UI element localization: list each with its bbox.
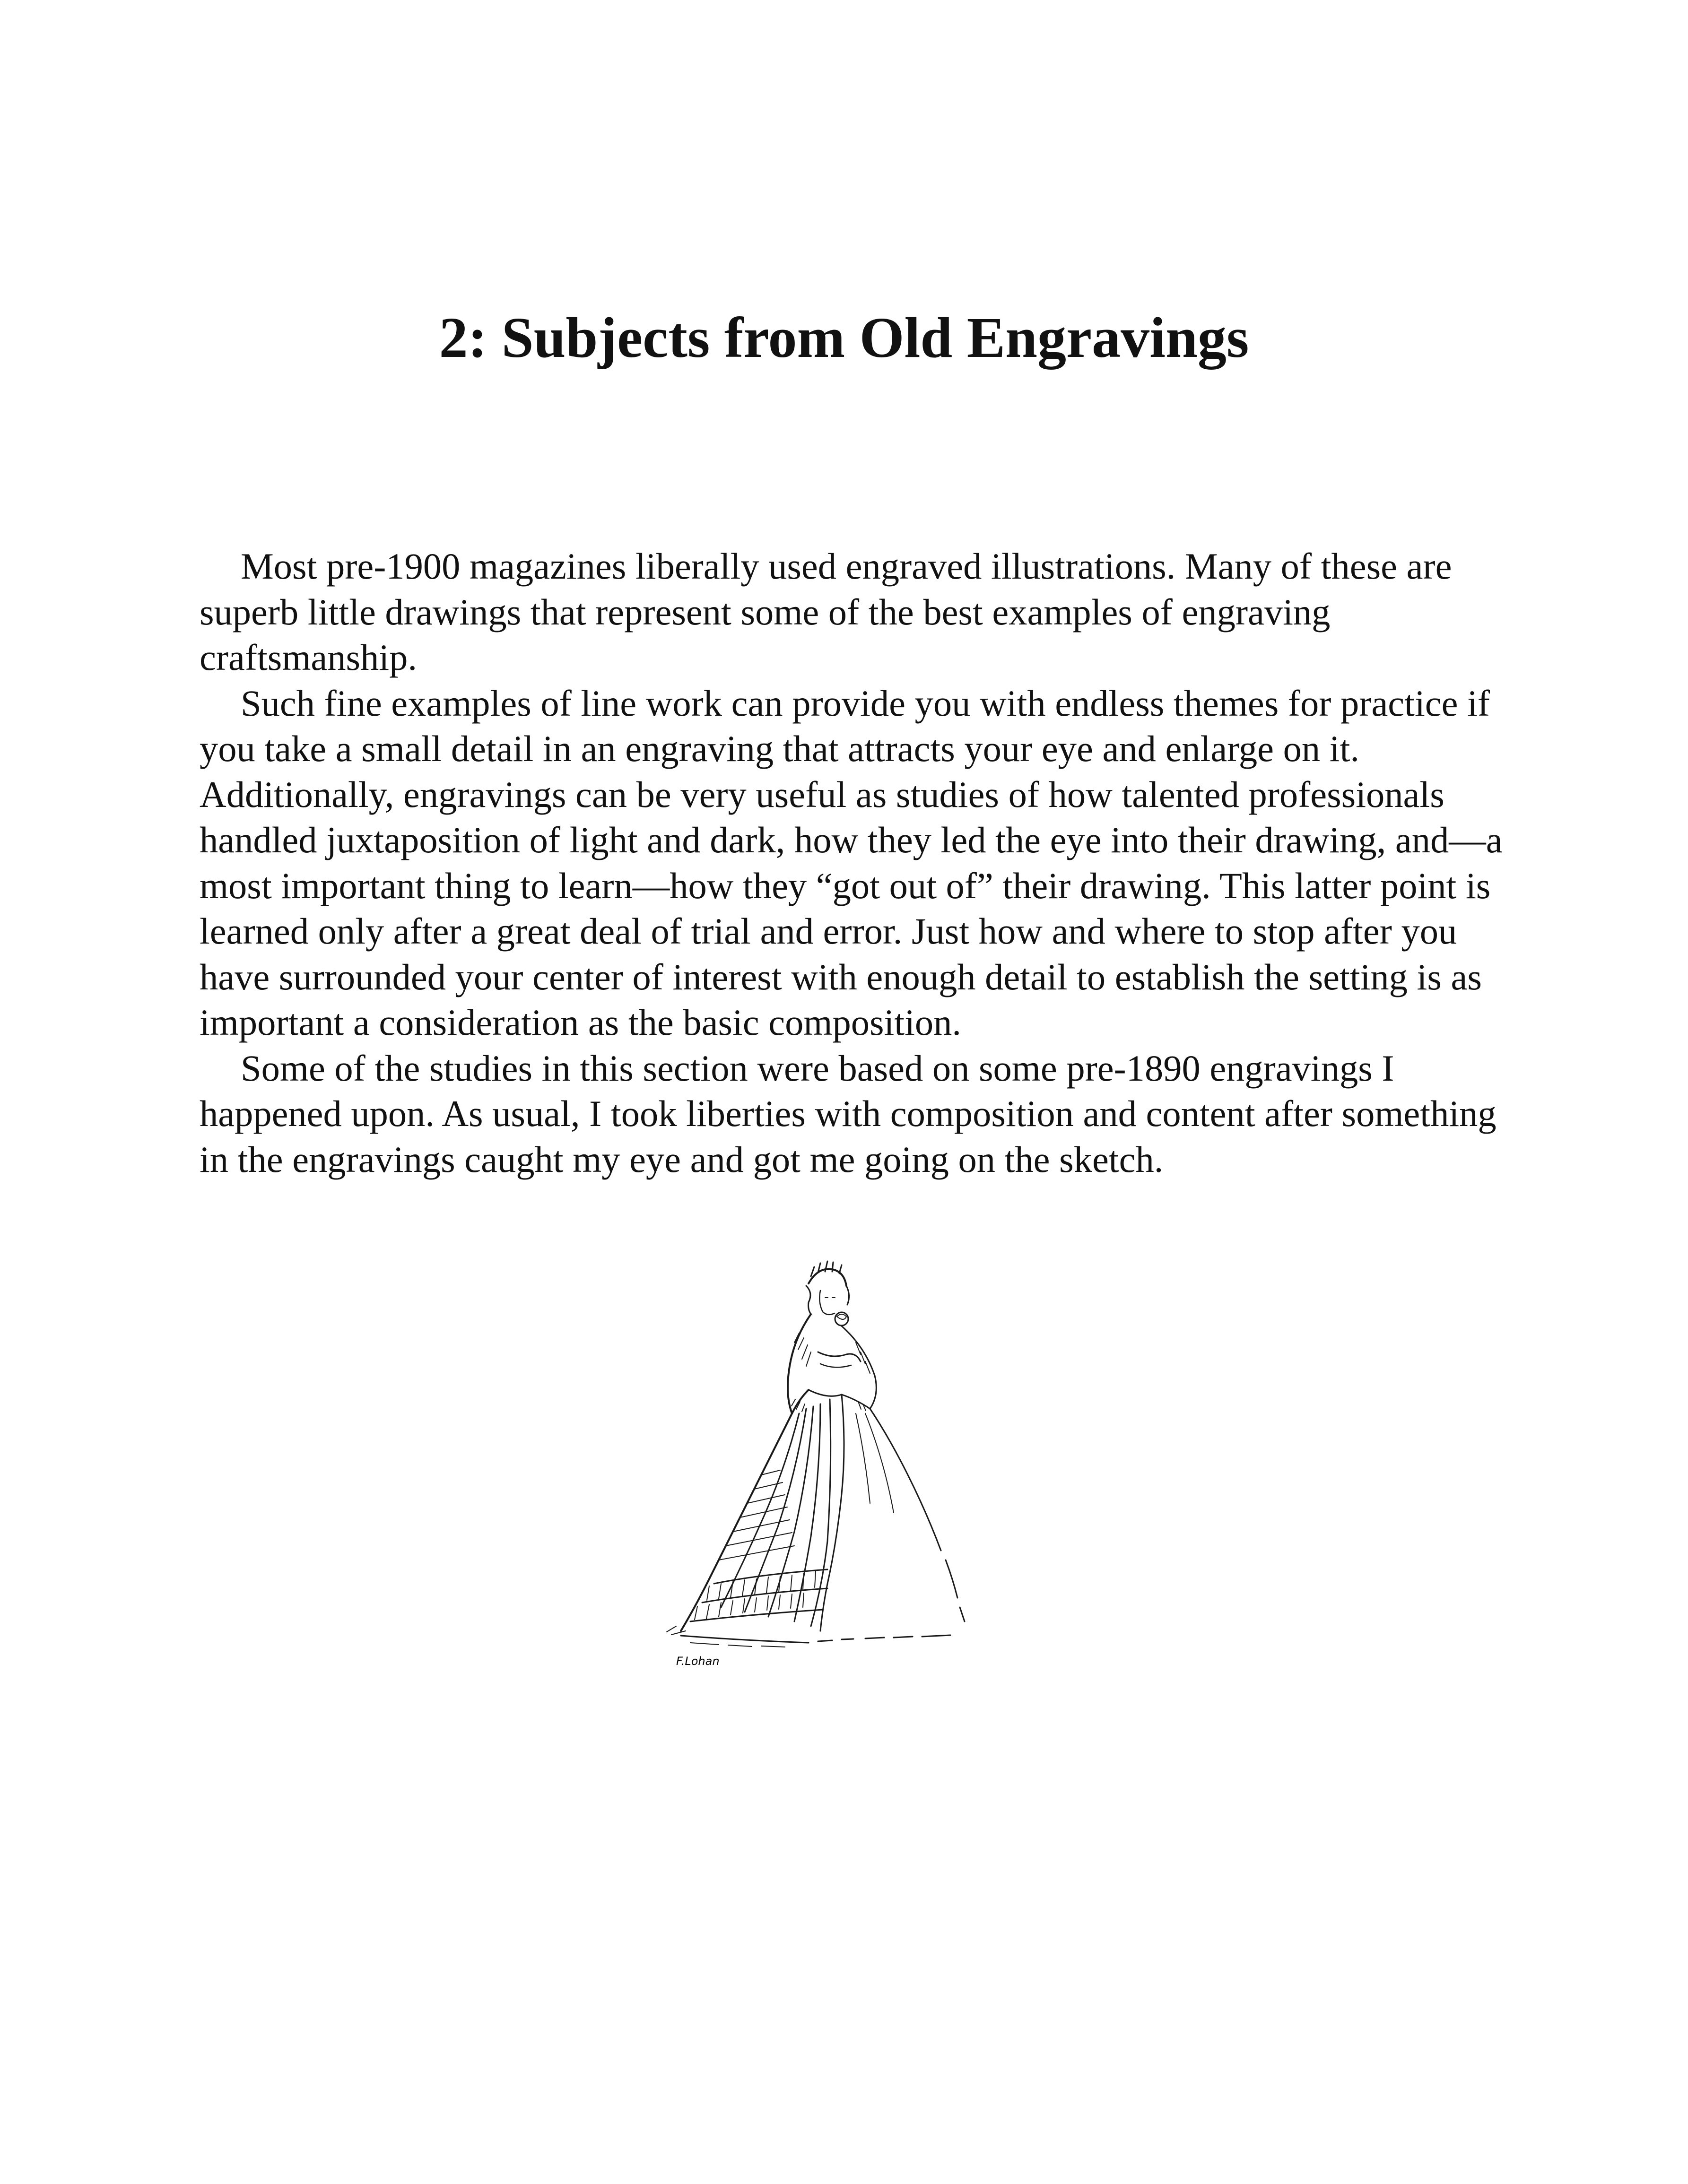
paragraph-2: Such fine examples of line work can provide you with endless themes for practice if you take a small detail in an engraving that attracts your eye and enlarge on it. Additionally, engravings can be very useful as studies of how talented professionals handled juxtaposition of light and dark, how they led the eye into their drawing, and—a most important thing to learn—how they “got out of” their drawing. This latter point is learned only after a great deal of trial and error. Just how and where to stop after you have surrounded your center of interest with enough detail to establish the setting is as important a consideration as the basic composition.	[200, 682, 1503, 1043]
illustration-signature: F.Lohan	[676, 1655, 720, 1668]
engraving-illustration	[619, 1257, 1054, 1730]
page-title: 2: Subjects from Old Engravings	[439, 306, 1249, 370]
paragraph-1: Most pre-1900 magazines liberally used engraved illustrations. Many of these are superb little drawings that represent some of the best examples of engraving craftsmanship.	[200, 546, 1452, 678]
lady-in-crinoline-sketch	[619, 1257, 1054, 1730]
paragraph-3: Some of the studies in this section were based on some pre-1890 engravings I happened upon. As usual, I took liberties with composition and content after something in the engravings caught my eye and got me going on the sketch.	[200, 1047, 1497, 1180]
body-text	[200, 544, 1523, 1182]
